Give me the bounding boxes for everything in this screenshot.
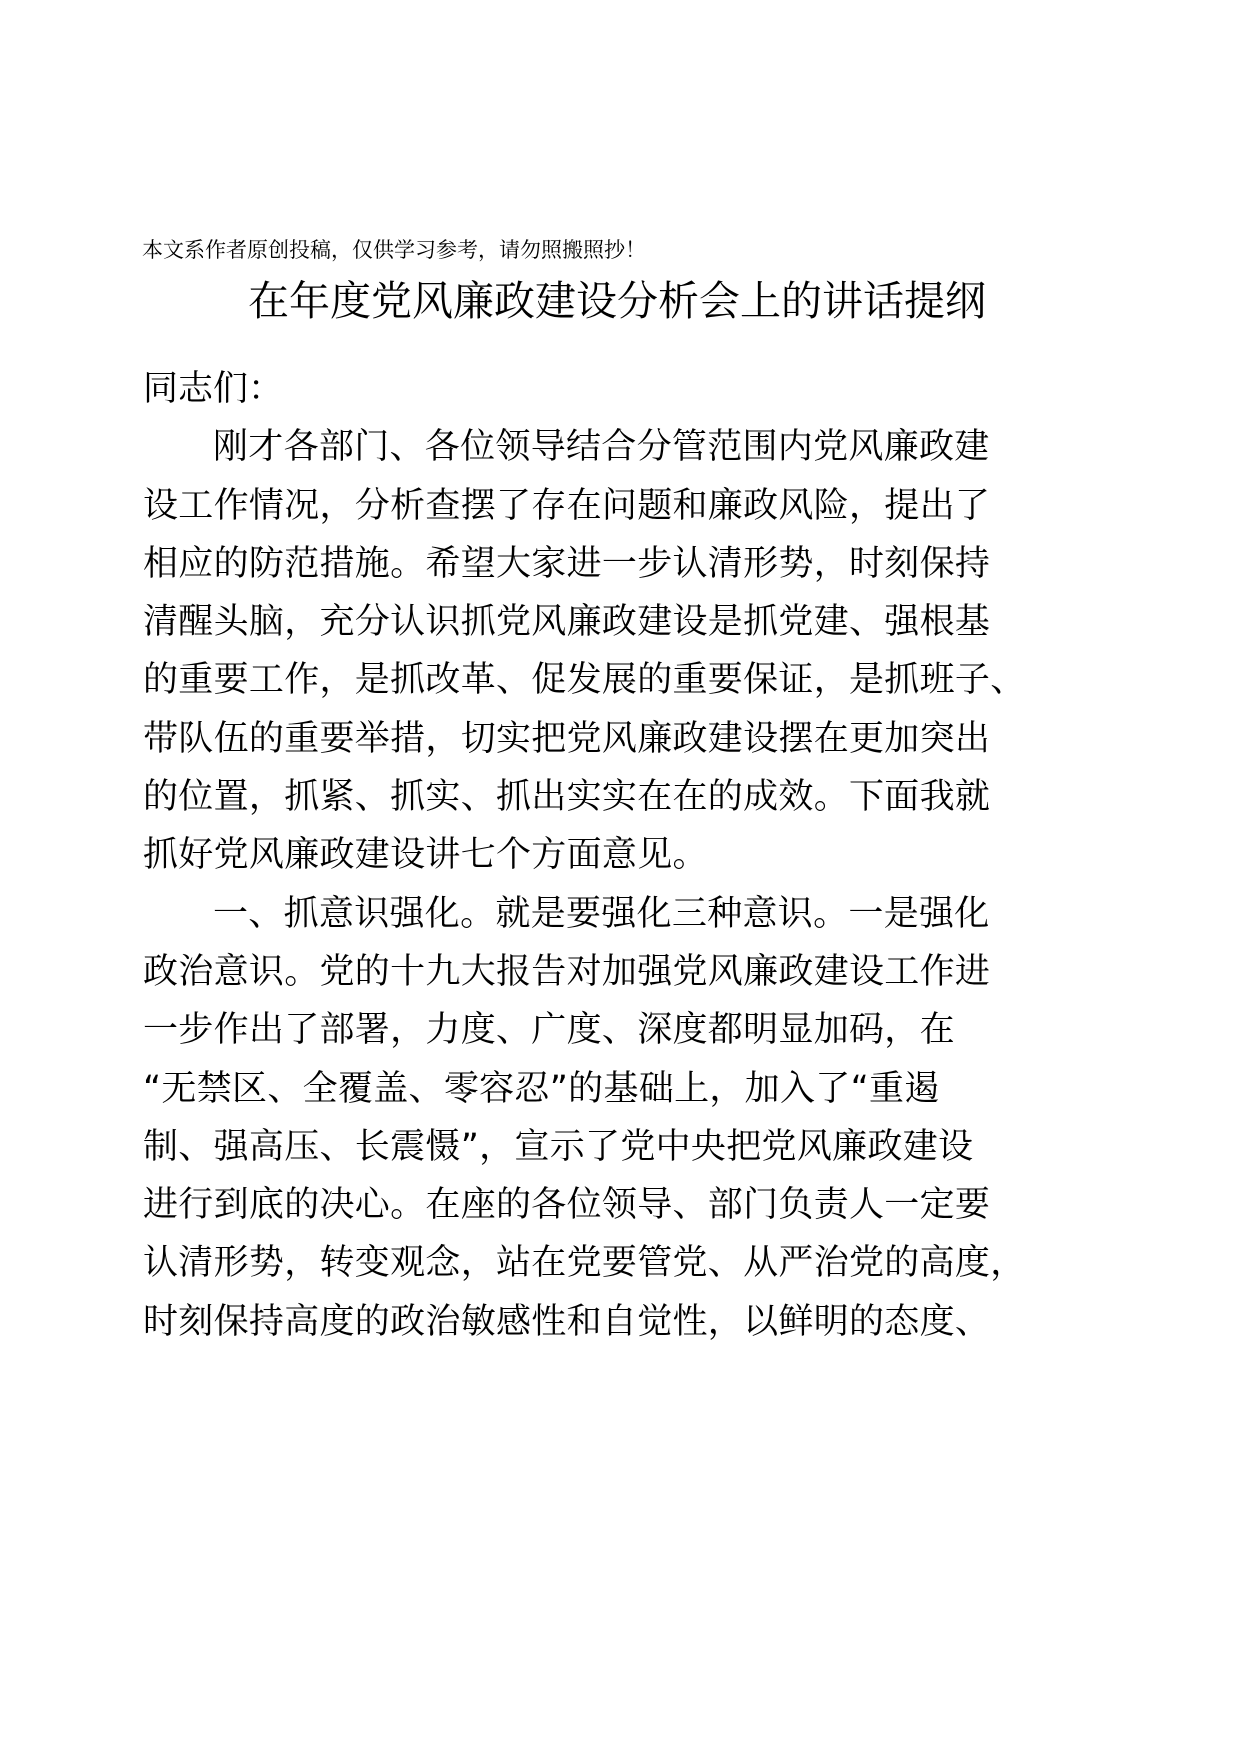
text-line: “无禁区、全覆盖、零容忍”的基础上，加入了“重遏	[143, 1068, 940, 1109]
text-line: 政治意识。党的十九大报告对加强党风廉政建设工作进	[143, 951, 991, 992]
text-line: 制、强高压、长震慑”，宣示了党中央把党风廉政建设	[143, 1126, 974, 1167]
text-line: 设工作情况，分析查摆了存在问题和廉政风险，提出了	[143, 485, 991, 526]
text-line: 带队伍的重要举措，切实把党风廉政建设摆在更加突出	[143, 718, 991, 759]
paragraph-intro	[143, 418, 1026, 884]
text-line: 时刻保持高度的政治敏感性和自觉性，以鲜明的态度、	[143, 1301, 991, 1342]
text-line: 一、抓意识强化。就是要强化三种意识。一是强化	[213, 893, 990, 934]
paragraph-section-one	[143, 885, 1026, 1351]
document-body	[143, 360, 1026, 1351]
text-line: 刚才各部门、各位领导结合分管范围内党风廉政建	[213, 427, 990, 468]
text-line: 相应的防范措施。希望大家进一步认清形势，时刻保持	[143, 543, 991, 584]
text-line: 的重要工作，是抓改革、促发展的重要保证，是抓班子、	[143, 660, 1026, 701]
text-line: 进行到底的决心。在座的各位领导、部门负责人一定要	[143, 1185, 991, 1226]
text-line: 认清形势，转变观念，站在党要管党、从严治党的高度，	[143, 1243, 1026, 1284]
text-line: 一步作出了部署，力度、广度、深度都明显加码，在	[143, 1010, 955, 1051]
copyright-notice: 本文系作者原创投稿，仅供学习参考，请勿照搬照抄！	[142, 238, 646, 262]
document-title	[0, 271, 1240, 331]
text-line: 清醒头脑，充分认识抓党风廉政建设是抓党建、强根基	[143, 602, 991, 643]
text-line: 抓好党风廉政建设讲七个方面意见。	[143, 835, 708, 876]
text-line: 的位置，抓紧、抓实、抓出实实在在的成效。下面我就	[143, 777, 991, 818]
document-title-text: 在年度党风廉政建设分析会上的讲话提纲	[248, 277, 986, 325]
salutation: 同志们：	[143, 369, 284, 409]
